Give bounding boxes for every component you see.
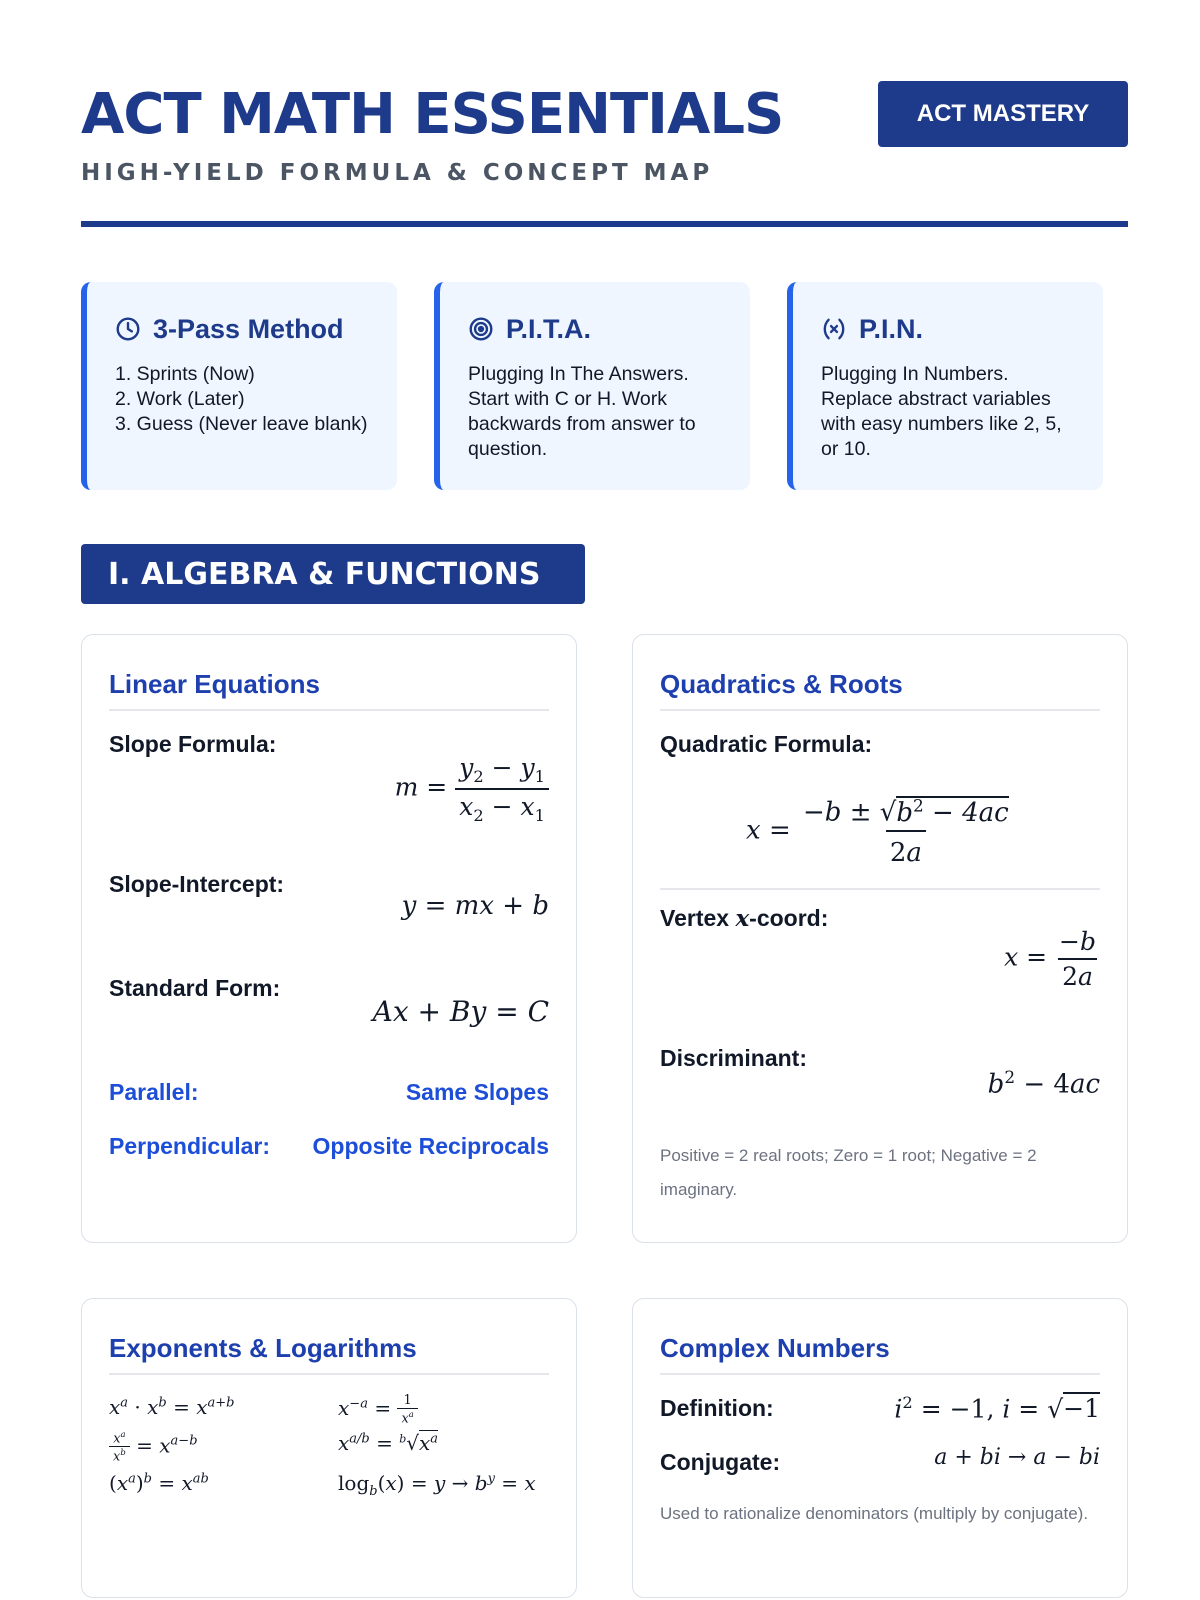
card-complex-numbers — [632, 1298, 1128, 1598]
vertex-formula: x = $\frac{-b}{2a}$ — [1004, 927, 1096, 991]
card-title: Quadratics & Roots — [660, 667, 1100, 711]
discriminant-note: Positive = 2 real roots; Zero = 1 root; Negative = 2 imaginary. — [660, 1146, 1037, 1199]
strategy-title: P.I.N. — [859, 313, 924, 344]
card-exponents-logarithms — [81, 1298, 577, 1598]
strategy-title: P.I.T.A. — [506, 313, 592, 344]
strategy-body: Plugging In The Answers. Start with C or H. Work backwards from answer to question. — [468, 363, 696, 460]
page-title: ACT MATH ESSENTIALS — [81, 82, 784, 147]
conjugate-formula: a + bi → a − bi — [934, 1445, 1100, 1470]
parallel-value: Same Slopes — [405, 1079, 549, 1105]
definition-label: Definition: — [660, 1395, 774, 1421]
strategy-card-pita — [434, 282, 750, 490]
variable-icon — [821, 316, 847, 342]
negative-exponent-formula: $x^{-a}$ = $\frac{1}{x^a}$ — [338, 1393, 418, 1426]
perpendicular-value: Opposite Reciprocals — [312, 1133, 549, 1159]
vertex-label: Vertex x-coord: — [660, 905, 829, 932]
strategy-card-pin — [787, 282, 1103, 490]
discriminant-label: Discriminant: — [660, 1045, 807, 1071]
strategy-title: 3-Pass Method — [153, 313, 344, 344]
product-rule-formula: $x^a \cdot x^b = x^{a+b}$ — [109, 1395, 235, 1419]
slope-formula-label: Slope Formula: — [109, 731, 277, 757]
card-title: Linear Equations — [109, 667, 549, 711]
power-rule-formula: $(x^a)^b = x^{ab}$ — [109, 1471, 209, 1495]
slope-intercept-formula: y = mx + b — [401, 891, 549, 921]
definition-formula: $i^2 = -1$, i = √−1 — [894, 1393, 1100, 1424]
act-mastery-badge: ACT MASTERY — [878, 81, 1128, 147]
card-quadratics-roots — [632, 634, 1128, 1243]
card-linear-equations — [81, 634, 577, 1243]
quadratic-formula-label: Quadratic Formula: — [660, 731, 873, 757]
divider — [660, 888, 1100, 890]
complex-note: Used to rationalize denominators (multiply by conjugate). — [660, 1504, 1089, 1523]
quadratic-formula: x = $\frac{-b \pm √b^2 - 4ac}{2a}$ — [746, 795, 1009, 868]
section-algebra-functions: I. ALGEBRA & FUNCTIONS — [81, 544, 585, 604]
discriminant-formula: $b^2 - 4ac$ — [987, 1067, 1100, 1100]
clock-icon — [115, 316, 141, 342]
conjugate-label: Conjugate: — [660, 1449, 781, 1475]
fractional-exponent-formula: $x^{a/b} = ^b√x^a$ — [338, 1431, 439, 1455]
standard-form-formula: Ax + By = C — [372, 995, 549, 1028]
perpendicular-label: Perpendicular: — [109, 1133, 271, 1159]
page-subtitle: HIGH-YIELD FORMULA & CONCEPT MAP — [81, 160, 714, 186]
header-divider — [81, 221, 1128, 227]
parallel-label: Parallel: — [109, 1079, 199, 1105]
target-icon — [468, 316, 494, 342]
strategy-body: 1. Sprints (Now) 2. Work (Later) 3. Guess (Never leave blank) — [115, 363, 368, 435]
logarithm-formula: $\log_b(x) = y \to b^y = x$ — [338, 1471, 536, 1499]
strategy-body: Plugging In Numbers. Replace abstract variables with easy numbers like 2, 5, or 10. — [821, 363, 1062, 460]
slope-formula: m = $\frac{y_2 - y_1}{x_2 - x_1}$ — [395, 753, 549, 825]
standard-form-label: Standard Form: — [109, 975, 281, 1001]
slope-intercept-label: Slope-Intercept: — [109, 871, 285, 897]
card-title: Complex Numbers — [660, 1331, 1100, 1375]
quotient-rule-formula: $\frac{x^a}{x^b}$ = $x^{a-b}$ — [109, 1429, 198, 1465]
strategy-card-3-pass — [81, 282, 397, 490]
card-title: Exponents & Logarithms — [109, 1331, 549, 1375]
